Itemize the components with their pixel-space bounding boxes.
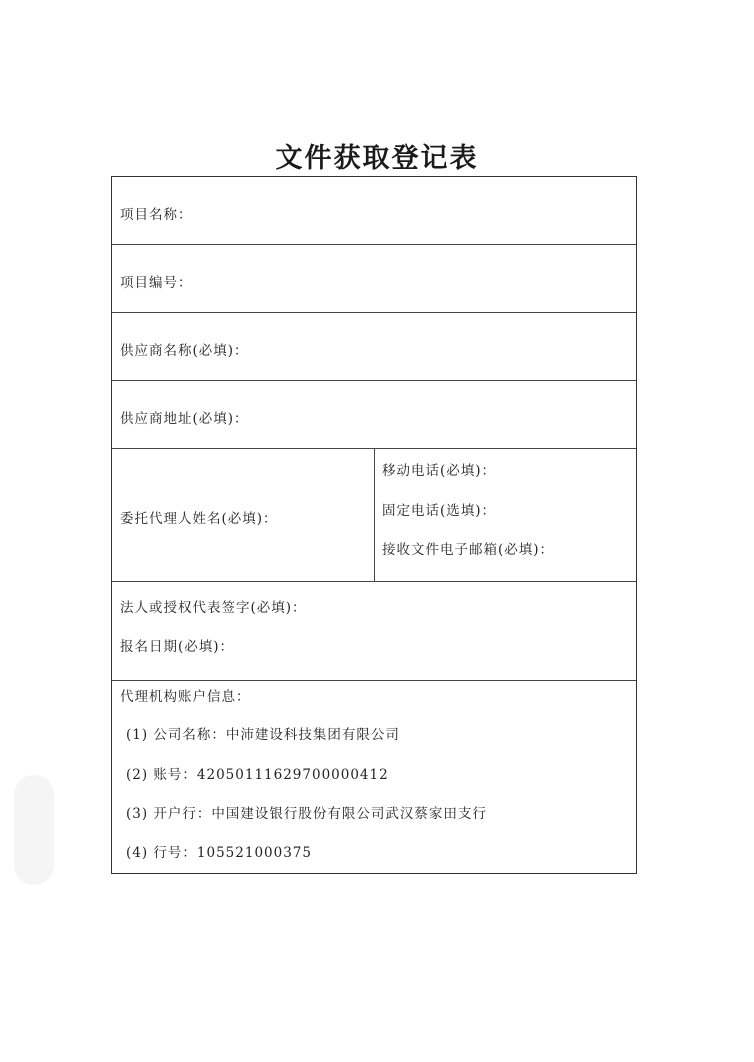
signature-label: 法人或授权代表签字(必填)：: [120, 600, 307, 616]
supplier-address-label: 供应商地址(必填)：: [120, 411, 249, 427]
email-label: 接收文件电子邮箱(必填)：: [382, 542, 555, 558]
column-divider: [374, 449, 375, 581]
row-supplier-address: [112, 381, 636, 449]
project-name-label: 项目名称：: [120, 207, 193, 223]
row-project-number: [112, 245, 636, 313]
account-bank: (3) 开户行：中国建设银行股份有限公司武汉蔡家田支行: [126, 806, 487, 822]
row-account-info: [112, 681, 636, 873]
account-heading: 代理机构账户信息：: [120, 689, 251, 705]
row-supplier-name: [112, 313, 636, 381]
project-number-label: 项目编号：: [120, 275, 193, 291]
supplier-name-label: 供应商名称(必填)：: [120, 343, 249, 359]
account-company: (1) 公司名称：中沛建设科技集团有限公司: [126, 727, 400, 743]
mobile-phone-label: 移动电话(必填)：: [382, 463, 497, 479]
page-title: 文件获取登记表: [275, 143, 479, 174]
agent-name-label: 委托代理人姓名(必填)：: [120, 511, 278, 527]
registration-form: [111, 176, 637, 874]
account-number: (2) 账号：42050111629700000412: [126, 767, 389, 783]
row-agent-contact: [112, 449, 636, 582]
landline-phone-label: 固定电话(选填)：: [382, 503, 497, 519]
faint-seal-mark: [14, 775, 54, 885]
row-project-name: [112, 177, 636, 245]
row-signature-date: [112, 582, 636, 681]
register-date-label: 报名日期(必填)：: [120, 639, 235, 655]
account-bank-number: (4) 行号：105521000375: [126, 845, 312, 861]
